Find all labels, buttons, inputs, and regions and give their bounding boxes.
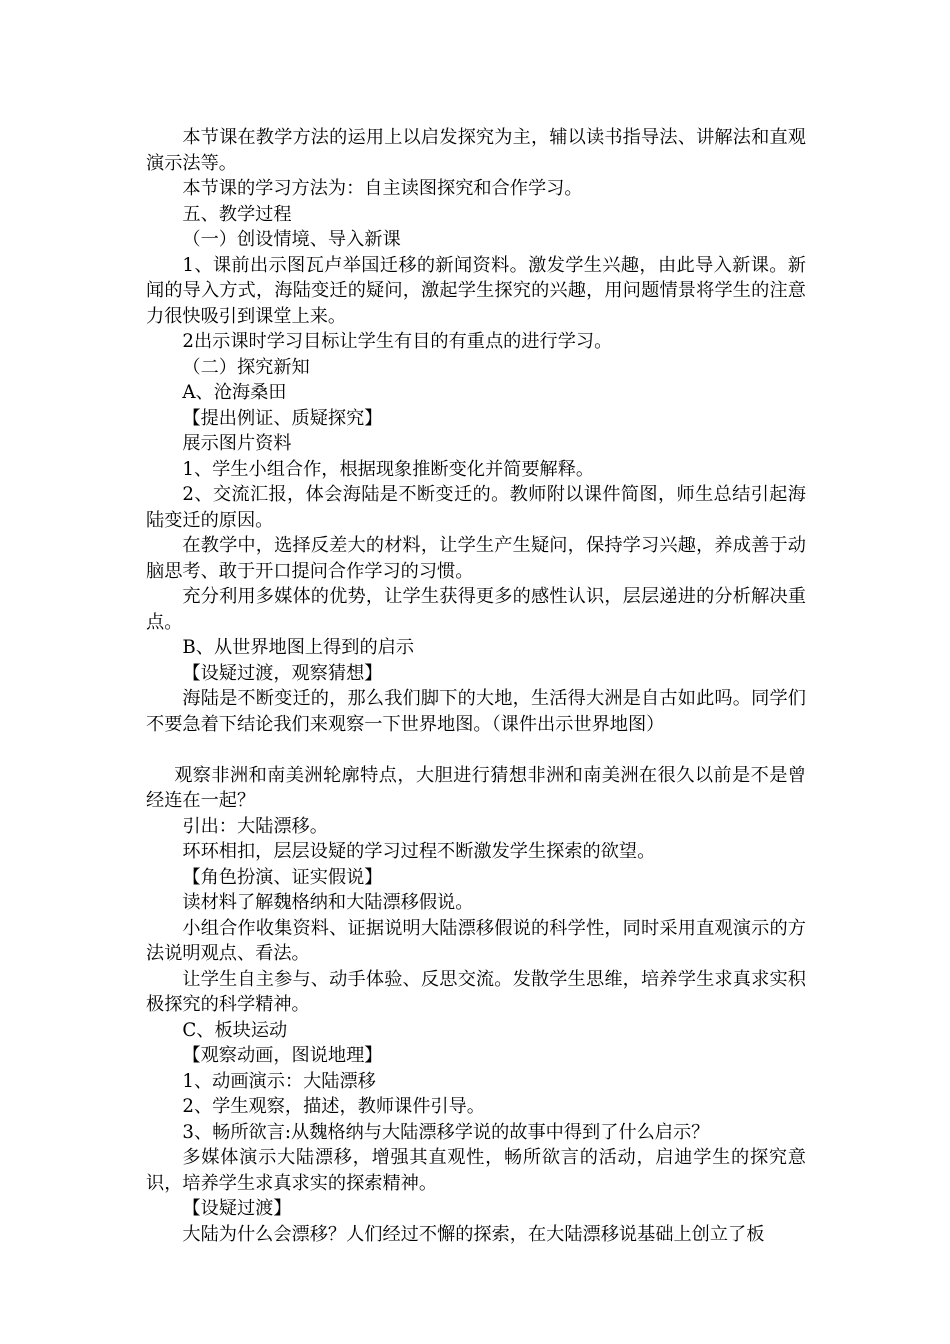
bracket-heading-animation: 【观察动画，图说地理】 (182, 1045, 383, 1066)
paragraph-continental-drift: 引出：大陆漂移。 (182, 815, 328, 837)
subsection-heading-create-situation: （一）创设情境、导入新课 (182, 229, 401, 250)
paragraph-free-discussion: 3、畅所欲言:从魏格纳与大陆漂移学说的故事中得到了什么启示？ (182, 1121, 710, 1143)
paragraph-learning-method: 本节课的学习方法为：自主读图探究和合作学习。 (182, 178, 583, 199)
section-heading-teaching-process: 五、教学过程 (182, 203, 292, 225)
paragraph-read-material: 读材料了解魏格纳和大陆漂移假说。 (182, 892, 474, 913)
paragraph-multimedia-note: 充分利用多媒体的优势，让学生获得更多的感性认识，层层递进的分析解决重点。 (146, 586, 806, 633)
topic-heading-a: A、沧海桑田 (182, 382, 287, 403)
topic-heading-b: B、从世界地图上得到的启示 (182, 637, 415, 658)
paragraph-teaching-method: 本节课在教学方法的运用上以启发探究为主，辅以读书指导法、讲解法和直观演示法等。 (146, 127, 806, 174)
paragraph-exchange-report: 2、交流汇报，体会海陆是不断变迁的。教师附以课件简图，师生总结引起海陆变迁的原因。 (146, 484, 806, 531)
paragraph-world-map: 海陆是不断变迁的，那么我们脚下的大地，生活得大洲是自古如此吗。同学们不要急着下结论我们来观察一下世界地图。（课件出示世界地图） (146, 688, 806, 735)
paragraph-show-pictures: 展示图片资料 (182, 433, 292, 454)
topic-heading-c: C、板块运动 (182, 1019, 288, 1041)
paragraph-self-participation: 让学生自主参与、动手体验、反思交流。发散学生思维，培养学生求真求实积极探究的科学精神。 (146, 968, 806, 1015)
bracket-heading-role-play: 【角色扮演、证实假说】 (182, 866, 383, 888)
paragraph-student-observe: 2、学生观察，描述，教师课件引导。 (182, 1096, 485, 1117)
subsection-heading-explore: （二）探究新知 (182, 356, 310, 378)
document-body (146, 125, 806, 1247)
bracket-heading-examples: 【提出例证、质疑探究】 (182, 407, 383, 429)
bracket-heading-observe-guess: 【设疑过渡，观察猜想】 (182, 662, 383, 684)
paragraph-teaching-note: 在教学中，选择反差大的材料，让学生产生疑问，保持学习兴趣，养成善于动脑思考、敢于开口提问合作学习的习惯。 (146, 535, 806, 582)
paragraph-why-drift: 大陆为什么会漂移？人们经过不懈的探索，在大陆漂移说基础上创立了板 (182, 1223, 765, 1245)
paragraph-linked-process: 环环相扣，层层设疑的学习过程不断激发学生探索的欲望。 (182, 841, 656, 862)
paragraph-observe-continents: 观察非洲和南美洲轮廓特点，大胆进行猜想非洲和南美洲在很久以前是不是曾经连在一起？ (146, 764, 806, 811)
paragraph-multimedia-demo: 多媒体演示大陆漂移，增强其直观性，畅所欲言的活动，启迪学生的探究意识，培养学生求真求实的探索精神。 (146, 1147, 806, 1194)
paragraph-animation-demo: 1、动画演示：大陆漂移 (182, 1070, 376, 1092)
paragraph-news-intro: 1、课前出示图瓦卢举国迁移的新闻资料。激发学生兴趣，由此导入新课。新闻的导入方式，海陆变迁的疑问，激起学生探究的兴趣，用问题情景将学生的注意力很快吸引到课堂上来。 (146, 254, 806, 327)
paragraph-group-work: 1、学生小组合作，根据现象推断变化并简要解释。 (182, 458, 595, 480)
blank-line (146, 737, 806, 763)
paragraph-collect-evidence: 小组合作收集资料、证据说明大陆漂移假说的科学性，同时采用直观演示的方法说明观点、看法。 (146, 917, 806, 964)
paragraph-learning-goals: 2出示课时学习目标让学生有目的有重点的进行学习。 (182, 331, 613, 352)
bracket-heading-transition: 【设疑过渡】 (182, 1198, 292, 1219)
